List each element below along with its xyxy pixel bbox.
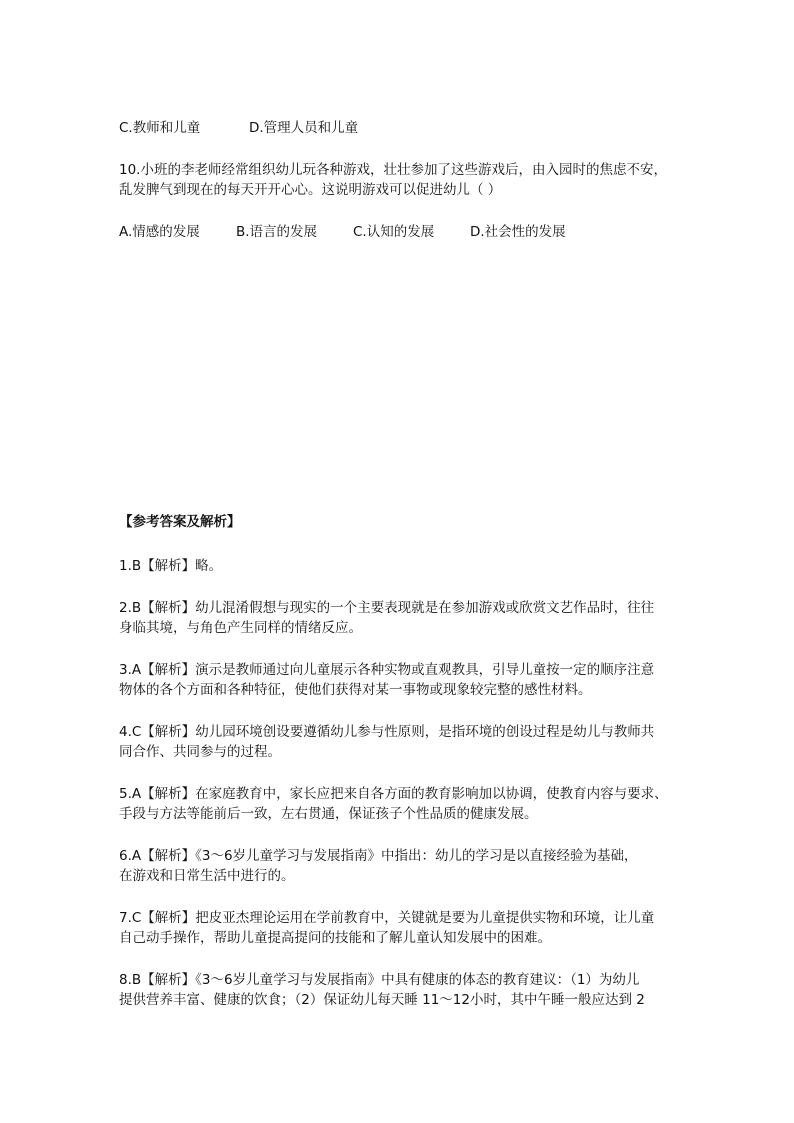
question-9-options [119, 118, 358, 138]
answer-7-line-1: 7.C【解析】把皮亚杰理论运用在学前教育中，关键就是要为儿童提供实物和环境，让儿童 [119, 910, 655, 926]
answer-5-line-2: 手段与方法等能前后一致，左右贯通，保证孩子个性品质的健康发展。 [119, 806, 538, 822]
answer-6-line-1: 6.A【解析】《3～6岁儿童学习与发展指南》中指出：幼儿的学习是以直接经验为基础， [119, 848, 638, 864]
answer-8-line-1: 8.B【解析】《3～6岁儿童学习与发展指南》中具有健康的体态的教育建议：（1）为幼儿 [119, 972, 640, 988]
q10-option-d: D.社会性的发展 [470, 224, 566, 240]
answers-heading: 【参考答案及解析】 [119, 514, 241, 530]
answer-3-line-1: 3.A【解析】演示是教师通过向儿童展示各种实物或直观教具，引导儿童按一定的顺序注意 [119, 662, 655, 678]
question-10-line-1: 10.小班的李老师经常组织幼儿玩各种游戏，壮壮参加了这些游戏后，由入园时的焦虑不安， [119, 162, 667, 178]
answer-8-line-2: 提供营养丰富、健康的饮食；（2）保证幼儿每天睡 11～12小时，其中午睡一般应达到 2 [119, 992, 645, 1008]
answer-5-line-1: 5.A【解析】在家庭教育中，家长应把来自各方面的教育影响加以协调，使教育内容与要求、 [119, 786, 668, 802]
answer-2-line-2: 身临其境，与角色产生同样的情绪反应。 [119, 620, 362, 636]
q9-option-d: D.管理人员和儿童 [249, 120, 359, 136]
q10-option-c: C.认知的发展 [353, 224, 435, 240]
q9-option-c: C.教师和儿童 [119, 120, 201, 136]
answer-6-line-2: 在游戏和日常生活中进行的。 [119, 868, 295, 884]
question-10-line-2: 乱发脾气到现在的每天开开心心。这说明游戏可以促进幼儿（ ） [119, 182, 502, 198]
question-10-options [119, 222, 587, 242]
q10-option-a: A.情感的发展 [119, 224, 200, 240]
q10-option-b: B.语言的发展 [236, 224, 318, 240]
answer-4-line-1: 4.C【解析】幼儿园环境创设要遵循幼儿参与性原则，是指环境的创设过程是幼儿与教师共 [119, 724, 655, 740]
answer-4-line-2: 同合作、共同参与的过程。 [119, 744, 281, 760]
answer-3-line-2: 物体的各个方面和各种特征，使他们获得对某一事物或现象较完整的感性材料。 [119, 682, 592, 698]
answer-7-line-2: 自己动手操作，帮助儿童提高提问的技能和了解儿童认知发展中的困难。 [119, 930, 551, 946]
answer-2-line-1: 2.B【解析】幼儿混淆假想与现实的一个主要表现就是在参加游戏或欣赏文艺作品时，往往 [119, 600, 655, 616]
answer-1-line-1: 1.B【解析】略。 [119, 558, 223, 574]
